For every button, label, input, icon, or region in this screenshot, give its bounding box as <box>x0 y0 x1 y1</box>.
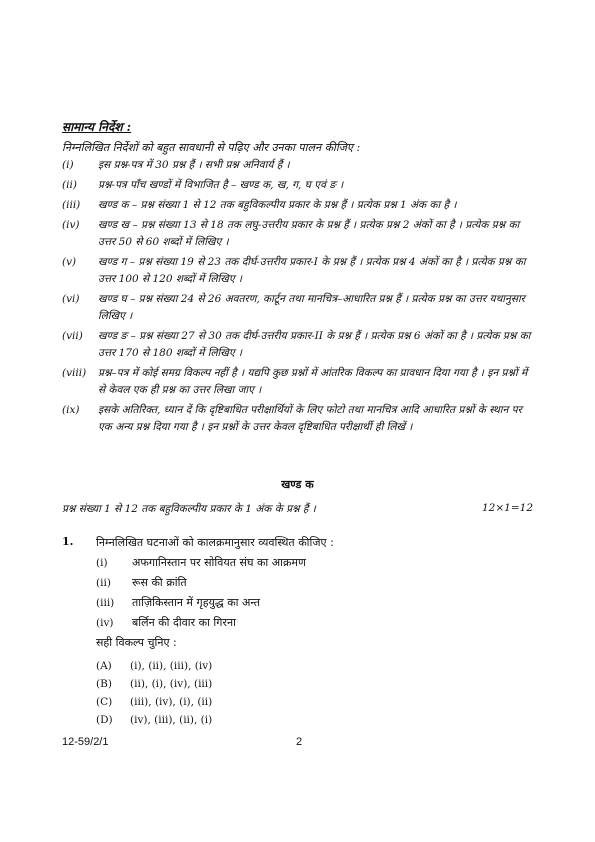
event-text: ताज़िकिस्तान में गृहयुद्ध का अन्त <box>132 596 261 609</box>
instruction-item <box>62 365 537 399</box>
section-title: खण्ड क <box>281 478 314 491</box>
options-list <box>96 657 212 729</box>
option-a <box>96 657 212 675</box>
instruction-item <box>62 157 537 174</box>
instruction-text: खण्ड क – प्रश्न संख्या 1 से 12 तक बहुविकल्पीय प्रकार के प्रश्न हैं । प्रत्येक प्रश्न 1 अंक का है । <box>98 199 457 211</box>
question-text: निम्नलिखित घटनाओं को कालक्रमानुसार व्यवस्थित कीजिए : <box>96 536 334 549</box>
choose-prompt: सही विकल्प चुनिए : <box>96 636 177 649</box>
instruction-text: खण्ड ग – प्रश्न संख्या 19 से 23 तक दीर्घ-उत्तरीय प्रकार-I के प्रश्न हैं । प्रत्येक प्रश्न 4 अंकों का है । प्रत्येक प्रश्न का उत्तर 100 से 120 शब्दों में लिखिए । <box>98 256 526 285</box>
general-instructions-heading: सामान्य निर्देश : <box>62 120 132 134</box>
event-item <box>96 593 306 613</box>
instruction-number: (iii) <box>62 199 81 211</box>
event-item <box>96 553 306 573</box>
instruction-text: खण्ड ख – प्रश्न संख्या 13 से 18 तक लघु-उत्तरीय प्रकार के प्रश्न हैं । प्रत्येक प्रश्न 2 अंकों का है । प्रत्येक प्रश्न का उत्तर 50 से 60 शब्दों में लिखिए । <box>98 219 520 248</box>
event-item <box>96 613 306 633</box>
instruction-item <box>62 402 537 436</box>
instruction-text: इसके अतिरिक्त, ध्यान दें कि दृष्टिबाधित परीक्षार्थियों के लिए फोटो तथा मानचित्र आदि आधारित प्रश्नों के स्थान पर एक अन्य प्रश्न दिया गया है । इन प्रश्नों के उत्तर केवल दृष्टिबाधित परीक्षार्थी ही लिखें । <box>98 404 522 433</box>
option-b <box>96 675 212 693</box>
instruction-text: प्रश्न-पत्र पाँच खण्डों में विभाजित है – खण्ड क, ख, ग, घ एवं ङ । <box>98 179 344 191</box>
event-number: (i) <box>96 557 108 569</box>
instruction-number: (ii) <box>62 179 77 191</box>
instruction-number: (iv) <box>62 219 80 231</box>
instructions-intro: निम्नलिखित निर्देशों को बहुत सावधानी से पढ़िए और उनका पालन कीजिए : <box>62 141 361 154</box>
section-note: प्रश्न संख्या 1 से 12 तक बहुविकल्पीय प्रकार के 1 अंक के प्रश्न हैं । <box>62 503 316 515</box>
event-text: रूस की क्रांति <box>132 576 187 589</box>
instruction-number: (viii) <box>62 367 87 379</box>
instruction-text: इस प्रश्न-पत्र में 30 प्रश्न हैं । सभी प्रश्न अनिवार्य हैं । <box>98 159 290 171</box>
page-number: 2 <box>296 736 303 748</box>
event-text: बर्लिन की दीवार का गिरना <box>132 616 236 629</box>
event-number: (iv) <box>96 617 114 629</box>
instruction-item <box>62 217 537 251</box>
option-text: (ii), (i), (iv), (iii) <box>130 678 213 690</box>
event-number: (ii) <box>96 577 111 589</box>
option-label: (A) <box>96 660 112 672</box>
instruction-item <box>62 254 537 288</box>
event-text: अफगानिस्तान पर सोवियत संघ का आक्रमण <box>132 556 306 569</box>
event-number: (iii) <box>96 597 115 609</box>
instruction-item <box>62 177 537 194</box>
instruction-item <box>62 291 537 325</box>
instruction-text: खण्ड घ – प्रश्न संख्या 24 से 26 अवतरण, कार्टून तथा मानचित्र–आधारित प्रश्न हैं । प्रत्येक प्रश्न का उत्तर यथानुसार लिखिए । <box>98 293 525 322</box>
option-label: (C) <box>96 696 113 708</box>
instruction-number: (vi) <box>62 293 80 305</box>
instruction-number: (v) <box>62 256 77 268</box>
instruction-item <box>62 197 537 214</box>
instructions-list <box>62 157 537 439</box>
instruction-item <box>62 328 537 362</box>
option-text: (iii), (iv), (i), (ii) <box>130 696 213 708</box>
instruction-text: खण्ड ङ – प्रश्न संख्या 27 से 30 तक दीर्घ-उत्तरीय प्रकार-II के प्रश्न हैं । प्रत्येक प्रश्न 6 अंकों का है । प्रत्येक प्रश्न का उत्तर 170 से 180 शब्दों में लिखिए । <box>98 330 531 359</box>
paper-code: 12-59/2/1 <box>62 736 109 748</box>
event-item <box>96 573 306 593</box>
option-label: (D) <box>96 714 113 726</box>
option-text: (i), (ii), (iii), (iv) <box>130 660 213 672</box>
instruction-number: (vii) <box>62 330 83 342</box>
option-c <box>96 693 212 711</box>
events-list <box>96 553 306 633</box>
section-marks: 12×1=12 <box>482 502 533 514</box>
option-text: (iv), (iii), (ii), (i) <box>130 714 213 726</box>
instruction-number: (ix) <box>62 404 80 416</box>
option-d <box>96 711 212 729</box>
option-label: (B) <box>96 678 112 690</box>
question-number: 1. <box>62 535 74 548</box>
instruction-number: (i) <box>62 159 74 171</box>
instruction-text: प्रश्न–पत्र में कोई समग्र विकल्प नहीं है । यद्यपि कुछ प्रश्नों में आंतरिक विकल्प का प्रावधान दिया गया है । इन प्रश्नों में से केवल एक ही प्रश्न का उत्तर लिखा जाए । <box>98 367 528 396</box>
